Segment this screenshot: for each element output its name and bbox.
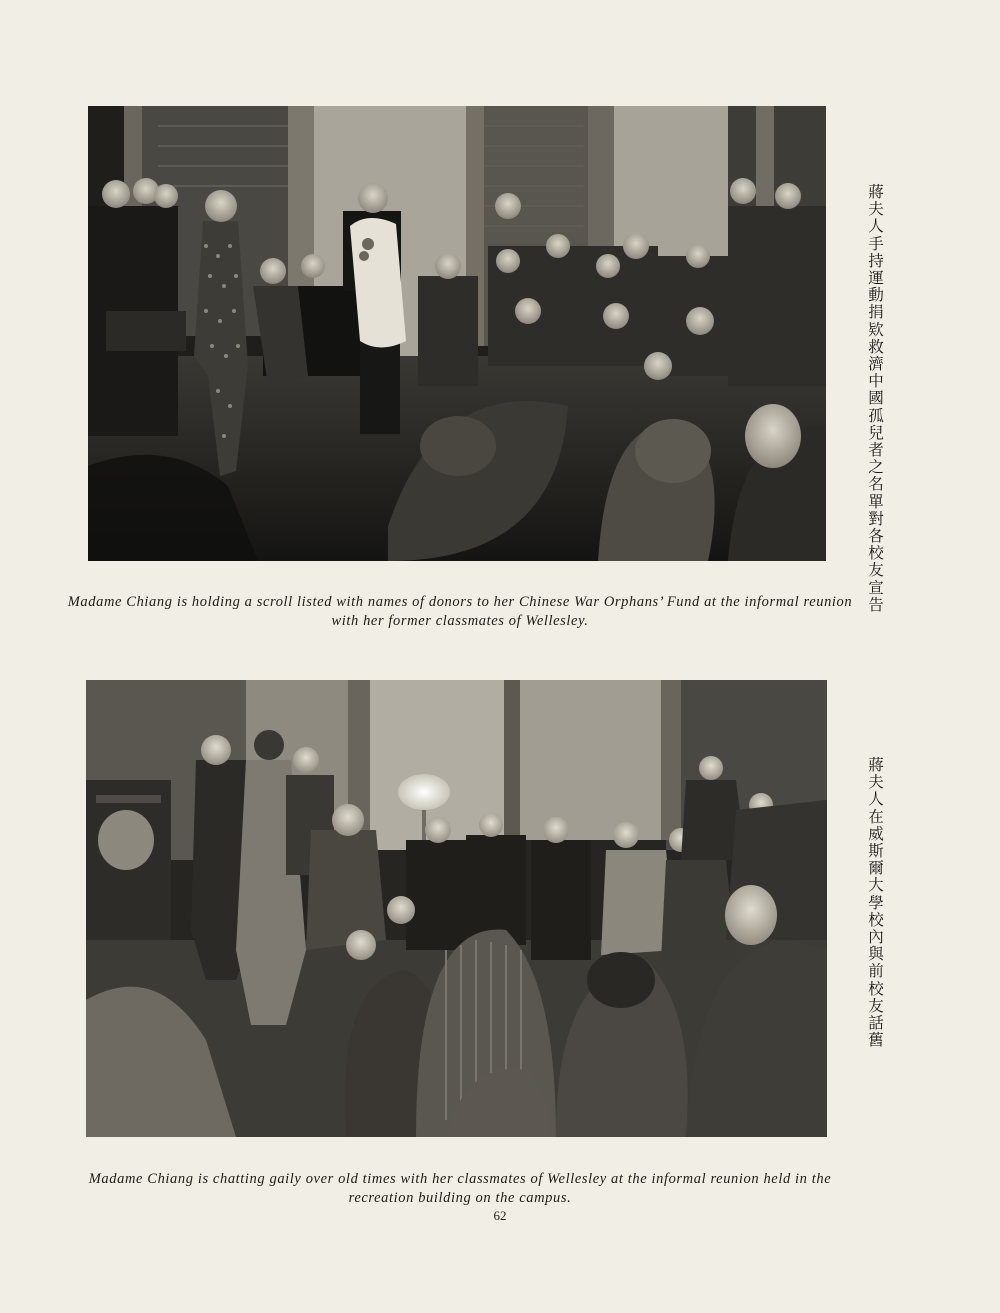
photo-1-caption-zh: 蔣夫人手持運動捐欵救濟中國孤兒者之名單對各校友宣告 <box>868 183 884 614</box>
photo-scroll-presentation <box>88 106 826 561</box>
photo-2-caption-zh: 蔣夫人在威斯爾大學校內與前校友話舊 <box>868 756 884 1050</box>
photo-1-caption-en: Madame Chiang is holding a scroll listed with names of donors to her Chinese War Orphans’ Fund at the informal reunion with her former classmates of Wellesley. <box>67 593 853 629</box>
photo-2-caption-en: Madame Chiang is chatting gaily over old times with her classmates of Wellesley at the informal reunion held in the recreation building on the campus. <box>88 1170 832 1206</box>
page-number: 62 <box>493 1208 507 1223</box>
photo-reunion-chat <box>86 680 827 1137</box>
